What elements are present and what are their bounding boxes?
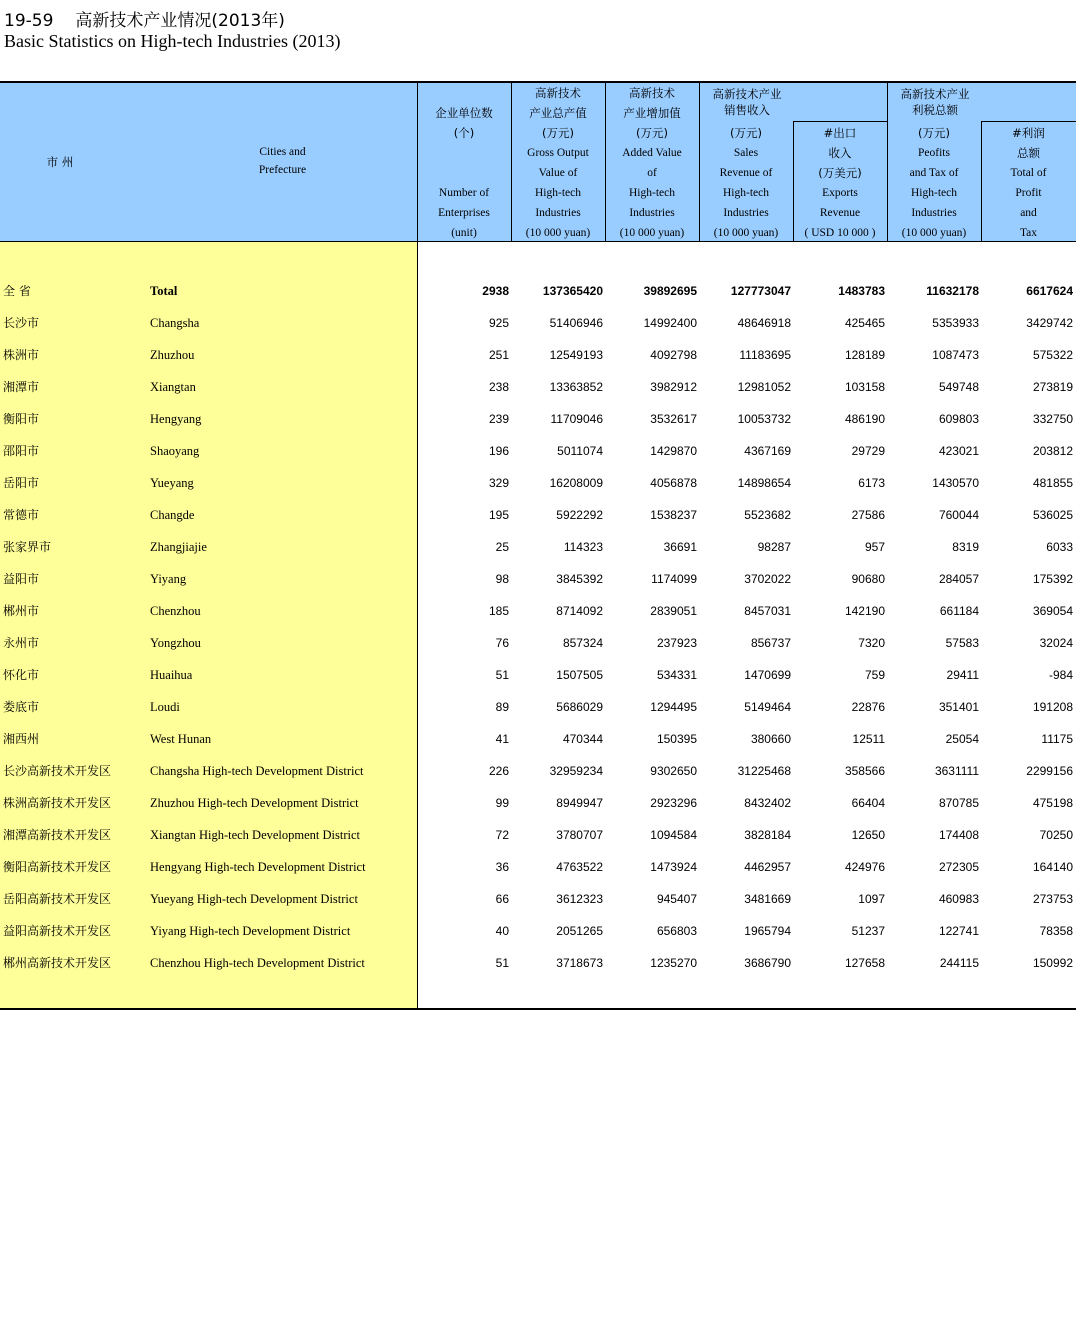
- cell-profits-and-tax: 3631111: [934, 764, 979, 778]
- cell-total-profit: 369054: [1032, 604, 1073, 618]
- header-gross-output-en1: Gross Output: [527, 147, 589, 159]
- header-profit-group: [893, 86, 977, 118]
- region-name-cn: 长沙市: [3, 316, 40, 330]
- header-profit-tax-unit-cn: (万元): [918, 126, 950, 140]
- total-row: [0, 275, 1076, 307]
- cell-total-profit: 481855: [1032, 476, 1073, 490]
- region-name-cn: 株洲高新技术开发区: [3, 796, 112, 810]
- cell-sales-revenue: 8457031: [744, 604, 791, 618]
- cell-sales-revenue: 3702022: [744, 572, 791, 586]
- cell-total-profit: 2299156: [1026, 764, 1073, 778]
- region-name-cn: 长沙高新技术开发区: [3, 764, 112, 778]
- region-name-en: Yueyang: [150, 476, 194, 490]
- region-name-cn: 怀化市: [3, 668, 40, 682]
- table-row: [0, 531, 1076, 563]
- cell-gross-output: 114323: [563, 540, 603, 554]
- cell-exports-revenue: 12650: [851, 828, 885, 842]
- region-name-cn: 全 省: [3, 284, 31, 298]
- cell-enterprises: 238: [488, 380, 509, 394]
- cell-enterprises: 72: [495, 828, 509, 842]
- header-gross-output-unit-cn: (万元): [542, 126, 574, 140]
- header-added-value-unit-cn: (万元): [636, 126, 668, 140]
- cell-sales-revenue: 98287: [757, 540, 791, 554]
- region-name-cn: 衡阳市: [3, 412, 40, 426]
- cell-sales-revenue: 1470699: [744, 668, 791, 682]
- cell-added-value: 1174099: [651, 572, 697, 586]
- cell-exports-revenue: 90680: [851, 572, 885, 586]
- cell-profits-and-tax: 1087473: [932, 348, 979, 362]
- region-name-en: Yiyang: [150, 572, 187, 586]
- region-name-cn: 衡阳高新技术开发区: [3, 860, 112, 874]
- cell-gross-output: 3845392: [556, 572, 603, 586]
- header-enterprises-cn: 企业单位数: [435, 106, 493, 120]
- cell-total-profit: 273753: [1032, 892, 1073, 906]
- cell-exports-revenue: 22876: [851, 700, 885, 714]
- cell-exports-revenue: 425465: [844, 316, 885, 330]
- cell-added-value: 4056878: [650, 476, 697, 490]
- table-row: [0, 915, 1076, 947]
- cell-added-value: 1473924: [650, 860, 697, 874]
- header-added-value-unit: (10 000 yuan): [619, 227, 685, 239]
- cell-enterprises: 66: [495, 892, 509, 906]
- header-profit: [981, 123, 1076, 243]
- cell-exports-revenue: 66404: [851, 796, 885, 810]
- cell-profits-and-tax: 29411: [946, 668, 979, 682]
- cell-sales-revenue: 856737: [750, 636, 791, 650]
- cell-profits-and-tax: 760044: [938, 508, 979, 522]
- cell-enterprises: 195: [488, 508, 509, 522]
- cell-profits-and-tax: 870785: [938, 796, 979, 810]
- cell-sales-revenue: 8432402: [744, 796, 791, 810]
- header-exports-unit-cn: (万美元): [818, 166, 862, 180]
- cell-sales-revenue: 3686790: [744, 956, 791, 970]
- header-sales-en2: Revenue of: [719, 167, 773, 179]
- cell-enterprises: 239: [488, 412, 509, 426]
- header-added-value-en3: High-tech: [629, 187, 675, 199]
- cell-profits-and-tax: 1430570: [932, 476, 979, 490]
- header-profit-tax-en3: High-tech: [911, 187, 957, 199]
- cell-enterprises: 226: [488, 764, 509, 778]
- header-profit-tax-en4: Industries: [911, 207, 957, 219]
- region-name-cn: 益阳市: [3, 572, 40, 586]
- cell-gross-output: 5011074: [557, 444, 603, 458]
- region-name-cn: 郴州高新技术开发区: [3, 956, 112, 970]
- table-row: [0, 595, 1076, 627]
- cell-added-value: 36691: [663, 540, 697, 554]
- cell-profits-and-tax: 244115: [939, 956, 979, 970]
- cell-added-value: 237923: [656, 636, 697, 650]
- stub-header-cn-text: 市 州: [46, 155, 74, 169]
- region-name-cn: 株洲市: [3, 348, 40, 362]
- region-name-cn: 益阳高新技术开发区: [3, 924, 112, 938]
- region-name-cn: 张家界市: [3, 540, 52, 554]
- header-profit-tax-en1: Peofits: [918, 147, 950, 159]
- region-name-cn: 湘潭市: [3, 380, 40, 394]
- header-sales-group: [705, 86, 789, 118]
- cell-exports-revenue: 142190: [844, 604, 885, 618]
- cell-sales-revenue: 3481669: [744, 892, 791, 906]
- region-name-en: Chenzhou High-tech Development District: [150, 956, 365, 970]
- table-row: [0, 819, 1076, 851]
- region-name-en: Total: [150, 284, 178, 298]
- cell-added-value: 4092798: [650, 348, 697, 362]
- cell-exports-revenue: 12511: [852, 732, 885, 746]
- cell-gross-output: 5686029: [556, 700, 603, 714]
- header-sales-group-cn1: 高新技术产业: [712, 87, 782, 101]
- cell-sales-revenue: 380660: [750, 732, 791, 746]
- stub-header-en-line1: Cities and: [259, 146, 306, 158]
- header-profit-tax-en2: and Tax of: [909, 167, 959, 179]
- cell-sales-revenue: 5523682: [744, 508, 791, 522]
- cell-enterprises: 51: [495, 956, 509, 970]
- header-added-value-en4: Industries: [629, 207, 675, 219]
- table-row: [0, 499, 1076, 531]
- cell-total-profit: 3429742: [1026, 316, 1073, 330]
- cell-profits-and-tax: 272305: [938, 860, 979, 874]
- cell-exports-revenue: 128189: [844, 348, 885, 362]
- region-name-en: Loudi: [150, 700, 180, 714]
- cell-profits-and-tax: 57583: [945, 636, 979, 650]
- cell-exports-revenue: 6173: [858, 476, 885, 490]
- header-gross-output-cn2: 产业总产值: [529, 106, 587, 120]
- cell-profits-and-tax: 284057: [938, 572, 979, 586]
- header-sales-group-cn2: 销售收入: [724, 103, 770, 117]
- cell-total-profit: 332750: [1032, 412, 1073, 426]
- header-added-value-en2: of: [647, 167, 657, 179]
- region-name-en: Changsha High-tech Development District: [150, 764, 364, 778]
- cell-exports-revenue: 27586: [851, 508, 885, 522]
- region-name-en: Xiangtan: [150, 380, 196, 394]
- table-row: [0, 403, 1076, 435]
- stub-header-cn: [40, 152, 80, 172]
- cell-enterprises: 89: [495, 700, 509, 714]
- cell-sales-revenue: 127773047: [730, 284, 791, 298]
- region-name-en: Hengyang: [150, 412, 202, 426]
- cell-exports-revenue: 51237: [851, 924, 885, 938]
- header-gross-output-cn1: 高新技术: [535, 86, 581, 100]
- cell-enterprises: 76: [495, 636, 509, 650]
- cell-added-value: 14992400: [643, 316, 697, 330]
- region-name-en: Chenzhou: [150, 604, 201, 618]
- stub-header-en-line2: Prefecture: [258, 164, 307, 176]
- cell-gross-output: 12549193: [549, 348, 603, 362]
- cell-total-profit: -984: [1048, 668, 1073, 682]
- cell-sales-revenue: 11183695: [739, 348, 791, 362]
- cell-enterprises: 41: [495, 732, 509, 746]
- cell-profits-and-tax: 8319: [952, 540, 979, 554]
- table-row: [0, 851, 1076, 883]
- cell-gross-output: 4763522: [556, 860, 603, 874]
- region-name-en: Zhuzhou: [150, 348, 195, 362]
- cell-sales-revenue: 3828184: [744, 828, 791, 842]
- cell-total-profit: 78358: [1039, 924, 1073, 938]
- cell-added-value: 2839051: [650, 604, 697, 618]
- cell-gross-output: 3718673: [556, 956, 603, 970]
- stub-header-en: [200, 143, 365, 179]
- table-row: [0, 787, 1076, 819]
- cell-gross-output: 2051265: [556, 924, 603, 938]
- cell-exports-revenue: 424976: [844, 860, 885, 874]
- table-row: [0, 659, 1076, 691]
- cell-enterprises: 40: [495, 924, 509, 938]
- cell-added-value: 1094584: [650, 828, 697, 842]
- header-added-value-cn2: 产业增加值: [623, 106, 681, 120]
- cell-exports-revenue: 486190: [844, 412, 885, 426]
- cell-added-value: 9302650: [650, 764, 697, 778]
- header-profit-tax: [887, 123, 981, 243]
- cell-total-profit: 6033: [1046, 540, 1073, 554]
- header-profit-cn2: 总额: [1017, 146, 1040, 160]
- cell-sales-revenue: 10053732: [737, 412, 791, 426]
- cell-profits-and-tax: 174408: [938, 828, 979, 842]
- cell-exports-revenue: 29729: [851, 444, 885, 458]
- region-name-cn: 邵阳市: [3, 444, 40, 458]
- table-row: [0, 627, 1076, 659]
- header-gross-output-en4: Industries: [535, 207, 581, 219]
- header-added-value-cn1: 高新技术: [629, 86, 675, 100]
- cell-enterprises: 98: [495, 572, 509, 586]
- cell-gross-output: 3612323: [556, 892, 603, 906]
- table-row: [0, 371, 1076, 403]
- header-profit-en1: Total of: [1010, 167, 1047, 179]
- cell-exports-revenue: 358566: [844, 764, 885, 778]
- cell-gross-output: 13363852: [549, 380, 603, 394]
- header-sales-en1: Sales: [733, 147, 759, 159]
- cell-sales-revenue: 48646918: [737, 316, 791, 330]
- region-name-en: Huaihua: [150, 668, 193, 682]
- cell-enterprises: 251: [488, 348, 509, 362]
- cell-total-profit: 273819: [1032, 380, 1073, 394]
- header-enterprises-unit: (unit): [451, 227, 477, 239]
- table-row: [0, 467, 1076, 499]
- cell-added-value: 3532617: [650, 412, 697, 426]
- cell-sales-revenue: 14898654: [737, 476, 791, 490]
- cell-added-value: 1429870: [650, 444, 697, 458]
- table-number: 19-59: [4, 11, 54, 31]
- cell-added-value: 2923296: [650, 796, 697, 810]
- cell-profits-and-tax: 460983: [938, 892, 979, 906]
- table-title-cn: [4, 6, 285, 31]
- cell-total-profit: 536025: [1032, 508, 1073, 522]
- cell-profits-and-tax: 5353933: [932, 316, 979, 330]
- cell-enterprises: 51: [495, 668, 509, 682]
- header-added-value-en1: Added Value: [622, 147, 682, 159]
- cell-exports-revenue: 1483783: [838, 284, 885, 298]
- cell-total-profit: 6617624: [1026, 284, 1073, 298]
- region-name-cn: 娄底市: [3, 700, 40, 714]
- cell-profits-and-tax: 11632178: [926, 284, 979, 298]
- region-name-cn: 岳阳市: [3, 476, 40, 490]
- header-sales-en3: High-tech: [723, 187, 769, 199]
- cell-exports-revenue: 103158: [844, 380, 885, 394]
- header-gross-output-en2: Value of: [538, 167, 578, 179]
- region-name-cn: 永州市: [3, 636, 40, 650]
- header-enterprises: [417, 103, 511, 243]
- region-name-en: Changsha: [150, 316, 200, 330]
- cell-sales-revenue: 12981052: [737, 380, 791, 394]
- table-row: [0, 691, 1076, 723]
- cell-total-profit: 475198: [1032, 796, 1073, 810]
- header-exports-en1: Exports: [822, 187, 858, 199]
- cell-exports-revenue: 957: [864, 540, 885, 554]
- cell-gross-output: 470344: [562, 732, 603, 746]
- header-profit-tax-unit: (10 000 yuan): [901, 227, 967, 239]
- cell-added-value: 150395: [656, 732, 697, 746]
- header-gross-output-en3: High-tech: [535, 187, 581, 199]
- region-name-en: Yueyang High-tech Development District: [150, 892, 358, 906]
- cell-total-profit: 11175: [1041, 732, 1073, 746]
- region-name-cn: 湘潭高新技术开发区: [3, 828, 112, 842]
- cell-profits-and-tax: 122741: [938, 924, 979, 938]
- cell-total-profit: 175392: [1032, 572, 1073, 586]
- header-exports-unit: ( USD 10 000 ): [804, 227, 876, 239]
- cell-exports-revenue: 759: [864, 668, 885, 682]
- cell-added-value: 534331: [656, 668, 697, 682]
- cell-exports-revenue: 7320: [858, 636, 885, 650]
- table-title-en: Basic Statistics on High-tech Industries (2013): [4, 31, 341, 51]
- sub-header-rule: [793, 121, 887, 122]
- region-name-en: Hengyang High-tech Development District: [150, 860, 366, 874]
- header-gross-output: [511, 83, 605, 243]
- cell-gross-output: 8949947: [556, 796, 603, 810]
- cell-added-value: 656803: [656, 924, 697, 938]
- header-sales-en4: Industries: [723, 207, 769, 219]
- cell-total-profit: 191208: [1032, 700, 1073, 714]
- cell-enterprises: 99: [495, 796, 509, 810]
- region-name-en: Zhangjiajie: [150, 540, 207, 554]
- region-name-en: West Hunan: [150, 732, 212, 746]
- region-name-cn: 岳阳高新技术开发区: [3, 892, 112, 906]
- header-profit-en4: Tax: [1019, 227, 1038, 239]
- cell-enterprises: 25: [495, 540, 509, 554]
- header-exports: [793, 123, 887, 243]
- region-name-en: Yiyang High-tech Development District: [150, 924, 351, 938]
- cell-enterprises: 185: [488, 604, 509, 618]
- cell-enterprises: 2938: [482, 284, 509, 298]
- cell-enterprises: 329: [488, 476, 509, 490]
- cell-profits-and-tax: 609803: [938, 412, 979, 426]
- cell-profits-and-tax: 423021: [938, 444, 979, 458]
- cell-total-profit: 575322: [1032, 348, 1073, 362]
- header-sales-unit: (10 000 yuan): [713, 227, 779, 239]
- cell-profits-and-tax: 661184: [939, 604, 979, 618]
- cell-gross-output: 5922292: [556, 508, 603, 522]
- header-sales: [699, 123, 793, 243]
- region-name-cn: 湘西州: [3, 732, 40, 746]
- header-enterprises-en2: Enterprises: [438, 207, 490, 219]
- cell-added-value: 3982912: [650, 380, 697, 394]
- cell-gross-output: 1507505: [556, 668, 603, 682]
- cell-profits-and-tax: 351401: [938, 700, 979, 714]
- cell-total-profit: 203812: [1032, 444, 1073, 458]
- region-name-cn: 常德市: [3, 508, 40, 522]
- region-name-en: Changde: [150, 508, 195, 522]
- cell-profits-and-tax: 549748: [938, 380, 979, 394]
- cell-total-profit: 70250: [1039, 828, 1073, 842]
- header-added-value: [605, 83, 699, 243]
- cell-gross-output: 51406946: [549, 316, 603, 330]
- region-name-cn: 郴州市: [3, 604, 40, 618]
- cell-total-profit: 32024: [1039, 636, 1073, 650]
- region-name-en: Zhuzhou High-tech Development District: [150, 796, 359, 810]
- header-enterprises-unit-cn: (个): [453, 126, 475, 140]
- cell-added-value: 1235270: [650, 956, 697, 970]
- cell-exports-revenue: 1097: [858, 892, 885, 906]
- cell-added-value: 39892695: [643, 284, 697, 298]
- cell-gross-output: 857324: [562, 636, 603, 650]
- table-row: [0, 755, 1076, 787]
- cell-total-profit: 150992: [1032, 956, 1073, 970]
- header-exports-cn2: 收入: [828, 146, 852, 160]
- table-row: [0, 307, 1076, 339]
- cell-gross-output: 8714092: [556, 604, 603, 618]
- cell-exports-revenue: 127658: [844, 956, 885, 970]
- cell-sales-revenue: 31225468: [737, 764, 791, 778]
- cell-sales-revenue: 5149464: [744, 700, 791, 714]
- header-profit-cn1: #利润: [1012, 126, 1045, 140]
- cell-gross-output: 137365420: [542, 284, 603, 298]
- cell-gross-output: 16208009: [549, 476, 603, 490]
- table-row: [0, 339, 1076, 371]
- header-profit-en3: and: [1020, 207, 1037, 219]
- region-name-en: Xiangtan High-tech Development District: [150, 828, 361, 842]
- cell-enterprises: 925: [488, 316, 509, 330]
- bottom-rule: [0, 1008, 1076, 1010]
- table-row: [0, 723, 1076, 755]
- cell-total-profit: 164140: [1032, 860, 1073, 874]
- cell-sales-revenue: 4462957: [744, 860, 791, 874]
- table-row: [0, 947, 1076, 979]
- header-enterprises-en1: Number of: [438, 187, 490, 199]
- header-gross-output-unit: (10 000 yuan): [525, 227, 591, 239]
- table-row: [0, 563, 1076, 595]
- cell-enterprises: 36: [495, 860, 509, 874]
- cell-added-value: 1294495: [650, 700, 697, 714]
- cell-added-value: 945407: [656, 892, 697, 906]
- cell-enterprises: 196: [488, 444, 509, 458]
- table-title-cn-text: 高新技术产业情况(2013年): [75, 11, 285, 31]
- cell-profits-and-tax: 25054: [945, 732, 979, 746]
- sub-header-rule: [981, 121, 1076, 122]
- header-profit-en2: Profit: [1015, 187, 1042, 199]
- header-exports-en2: Revenue: [819, 207, 861, 219]
- header-exports-cn1: #出口: [823, 126, 857, 140]
- header-sales-unit-cn: (万元): [730, 126, 762, 140]
- cell-gross-output: 32959234: [549, 764, 603, 778]
- cell-sales-revenue: 4367169: [744, 444, 791, 458]
- header-profit-group-cn2: 利税总额: [912, 103, 958, 117]
- cell-added-value: 1538237: [650, 508, 697, 522]
- cell-sales-revenue: 1965794: [744, 924, 791, 938]
- cell-gross-output: 11709046: [550, 412, 603, 426]
- table-row: [0, 435, 1076, 467]
- region-name-en: Yongzhou: [150, 636, 201, 650]
- region-name-en: Shaoyang: [150, 444, 200, 458]
- header-profit-group-cn1: 高新技术产业: [900, 87, 970, 101]
- table-row: [0, 883, 1076, 915]
- cell-gross-output: 3780707: [556, 828, 603, 842]
